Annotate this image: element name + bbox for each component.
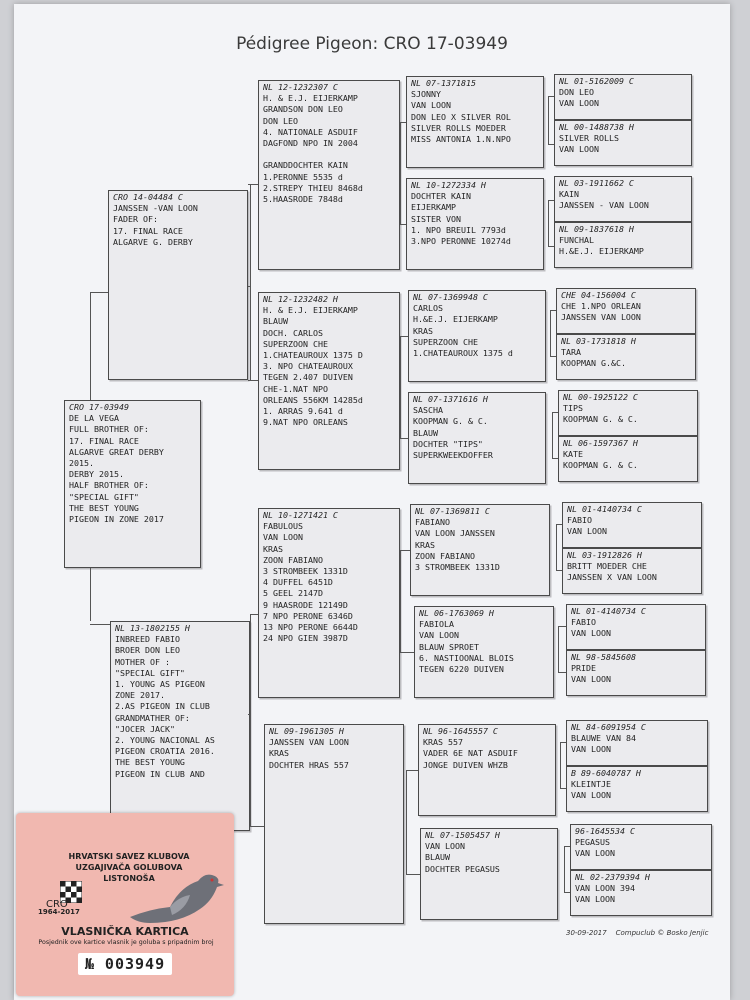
connector-line [564, 846, 570, 847]
connector-line [556, 524, 557, 570]
pedigree-line: HALF BROTHER OF: [69, 480, 149, 491]
ring-number: 96-1645534 C [575, 826, 635, 836]
card-organization: HRVATSKI SAVEZ KLUBOVA UZGAJIVAČA GOLUBOVA LISTONOŠA [68, 852, 190, 883]
pedigree-line: KRAS 557 [423, 737, 463, 748]
pedigree-line: SASCHA [413, 405, 443, 416]
connector-line [558, 672, 566, 673]
connector-line [248, 714, 250, 715]
pedigree-line: VAN LOON [559, 98, 599, 109]
connector-line [400, 122, 401, 224]
pedigree-line: 17. FINAL RACE [69, 435, 139, 446]
pedigree-line: 3.NPO PERONNE 10274d [411, 236, 511, 247]
ring-number: CHE 04-156004 C [561, 290, 636, 300]
pedigree-line: ALGARVE G. DERBY [113, 236, 193, 247]
pedigree-line: MISS ANTONIA 1.N.NPO [411, 134, 511, 145]
pedigree-line: DOCH. CARLOS [263, 327, 323, 338]
pedigree-line: TEGEN 6220 DUIVEN [419, 664, 504, 675]
pedigree-line: DOCHTER PEGASUS [425, 863, 500, 874]
pedigree-line: H.&E.J. EIJERKAMP [413, 314, 498, 325]
ring-number: NL 06-1763069 H [419, 608, 494, 618]
pedigree-line: SILVER ROLLS MOEDER [411, 122, 506, 133]
pedigree-line: VAN LOON [559, 144, 599, 155]
pedigree-line: 1.CHATEAUROUX 1375 d [413, 348, 513, 359]
pedigree-line: INBREED FABIO [115, 634, 180, 645]
connector-line [250, 614, 251, 826]
pedigree-line: JANSSEN X VAN LOON [567, 572, 657, 583]
connector-line [400, 224, 406, 225]
ring-number: NL 12-1232307 C [263, 82, 338, 92]
pedigree-line: VAN LOON [425, 841, 465, 852]
pedigree-line: VAN LOON [575, 894, 615, 905]
pedigree-line: DOCHTER KAIN [411, 191, 471, 202]
ownership-card [16, 813, 234, 996]
pedigree-line: VAN LOON [571, 744, 611, 755]
pedigree-box [570, 870, 712, 916]
ring-number: NL 13-1802155 H [115, 623, 190, 633]
pedigree-line: ZOON FABIANO [263, 554, 323, 565]
pedigree-line: BLAUW SPROET [419, 641, 479, 652]
ring-number: NL 00-1925122 C [563, 392, 638, 402]
pedigree-line: 6. NASTIOONAL BLOIS [419, 652, 514, 663]
connector-line [400, 336, 401, 438]
pedigree-line: ZOON FABIANO [415, 550, 475, 561]
pedigree-line: GRANDSON DON LEO [263, 104, 343, 115]
pedigree-line: DOCHTER HRAS 557 [269, 759, 349, 770]
connector-line [400, 438, 408, 439]
pedigree-box [258, 292, 400, 470]
ring-number: NL 84-6091954 C [571, 722, 646, 732]
pedigree-line: KLEINTJE [571, 779, 611, 790]
connector-line [548, 96, 554, 97]
pedigree-line: FABIANO [415, 517, 450, 528]
pedigree-line: H. & E.J. EIJERKAMP [263, 305, 358, 316]
pedigree-line: KOOPMAN G. & C. [563, 460, 638, 471]
pedigree-line: JANSSEN VAN LOON [269, 737, 349, 748]
pedigree-line: KOOPMAN G.&C. [561, 358, 626, 369]
pedigree-line: FABIO [567, 515, 592, 526]
pedigree-line: VAN LOON [571, 628, 611, 639]
ring-number: NL 96-1645557 C [423, 726, 498, 736]
connector-line [550, 356, 556, 357]
pedigree-box [410, 504, 550, 596]
pedigree-line: FABULOUS [263, 521, 303, 532]
pedigree-line: 1.PERONNE 5535 d [263, 171, 343, 182]
pedigree-line: 5 GEEL 2147D [263, 588, 323, 599]
ring-number: NL 09-1837618 H [559, 224, 634, 234]
ring-number: NL 07-1371616 H [413, 394, 488, 404]
connector-line [90, 292, 91, 400]
connector-line [560, 742, 561, 788]
pedigree-line: JANSSEN VAN LOON [561, 312, 641, 323]
pedigree-box [554, 222, 692, 268]
pedigree-box [570, 824, 712, 870]
pedigree-line: KOOPMAN G. & C. [563, 414, 638, 425]
connector-line [552, 412, 553, 458]
pedigree-line: SUPERZOON CHE [413, 336, 478, 347]
ring-number: CRO 17-03949 [69, 402, 129, 412]
pedigree-line: 4. NATIONALE ASDUIF [263, 126, 358, 137]
ring-number: NL 03-1731818 H [561, 336, 636, 346]
pedigree-line: 3 STROMBEEK 1331D [263, 566, 348, 577]
connector-line [556, 570, 562, 571]
connector-line [550, 310, 556, 311]
connector-line [564, 846, 565, 892]
pedigree-line: PIGEON CROATIA 2016. [115, 746, 215, 757]
pedigree-line: DAGFOND NPO IN 2004 [263, 138, 358, 149]
pedigree-line: H. & E.J. EIJERKAMP [263, 93, 358, 104]
connector-line [400, 652, 414, 653]
pedigree-line: BROER DON LEO [115, 645, 180, 656]
pedigree-box [558, 390, 698, 436]
connector-line [558, 626, 559, 672]
pedigree-line: DON LEO [559, 87, 594, 98]
pedigree-line: DERBY 2015. [69, 469, 124, 480]
connector-line [548, 96, 549, 144]
ring-number: NL 07-1371815 [411, 78, 476, 88]
pedigree-line: KRAS [413, 325, 433, 336]
pedigree-line: 1. ARRAS 9.641 d [263, 406, 343, 417]
pedigree-line: 1.CHATEAUROUX 1375 D [263, 350, 363, 361]
pedigree-line: JANSSEN - VAN LOON [559, 200, 649, 211]
connector-line [406, 874, 420, 875]
pedigree-box [406, 178, 544, 270]
pedigree-line: KRAS [269, 748, 289, 759]
pedigree-line: VADER 6E NAT ASDUIF [423, 748, 518, 759]
pedigree-line: SILVER ROLLS [559, 133, 619, 144]
pedigree-line: VAN LOON JANSSEN [415, 528, 495, 539]
pedigree-line: TEGEN 2.407 DUIVEN [263, 372, 353, 383]
pedigree-line: DON LEO [263, 115, 298, 126]
pedigree-line: GRANDMATHER OF: [115, 712, 190, 723]
pedigree-line: KRAS [263, 543, 283, 554]
pedigree-line: CHE-1.NAT NPO [263, 383, 328, 394]
connector-line [90, 624, 110, 625]
connector-line [548, 144, 554, 145]
pedigree-box [554, 74, 692, 120]
pedigree-line: CARLOS [413, 303, 443, 314]
card-country: CRO [46, 899, 68, 910]
pedigree-line: "SPECIAL GIFT" [115, 667, 185, 678]
pedigree-box [258, 508, 400, 698]
footer-credit: 30-09-2017 Compuclub © Bosko Jenjic [566, 929, 709, 937]
pedigree-box [420, 828, 558, 920]
connector-line [248, 286, 250, 287]
pedigree-box [418, 724, 556, 816]
pedigree-box [566, 650, 706, 696]
pedigree-line: KAIN [559, 189, 579, 200]
connector-line [560, 742, 566, 743]
pedigree-line: DE LA VEGA [69, 413, 119, 424]
pedigree-box [554, 120, 692, 166]
pedigree-line: VAN LOON [571, 674, 611, 685]
ring-number: NL 03-1912826 H [567, 550, 642, 560]
card-years: 1964-2017 [38, 908, 80, 916]
pedigree-line: THE BEST YOUNG [115, 757, 185, 768]
pedigree-line: EIJERKAMP [411, 202, 456, 213]
connector-line [248, 184, 258, 185]
pedigree-line: BLAUWE VAN 84 [571, 733, 636, 744]
pedigree-box [408, 392, 546, 484]
ring-number: NL 07-1505457 H [425, 830, 500, 840]
pedigree-line: 4 DUFFEL 6451D [263, 577, 333, 588]
pedigree-line: PIGEON IN CLUB AND [115, 768, 205, 779]
pedigree-line [263, 149, 395, 160]
ring-number: NL 10-1272334 H [411, 180, 486, 190]
pedigree-box [264, 724, 404, 924]
pedigree-line: KRAS [415, 539, 435, 550]
pedigree-line: PEGASUS [575, 837, 610, 848]
pedigree-line: PRIDE [571, 663, 596, 674]
pedigree-line: TARA [561, 347, 581, 358]
pedigree-line: VAN LOON [411, 100, 451, 111]
pedigree-line: ZONE 2017. [115, 690, 165, 701]
connector-line [400, 122, 406, 123]
ring-number: NL 09-1961305 H [269, 726, 344, 736]
connector-line [406, 770, 407, 874]
ring-number: NL 02-2379394 H [575, 872, 650, 882]
connector-line [556, 524, 562, 525]
connector-line [548, 200, 549, 246]
pedigree-line: SISTER VON [411, 213, 461, 224]
connector-line [552, 458, 558, 459]
pedigree-line: FULL BROTHER OF: [69, 424, 149, 435]
pedigree-line: 17. FINAL RACE [113, 225, 183, 236]
pedigree-box [258, 80, 400, 270]
pedigree-box [566, 766, 708, 812]
pedigree-line: VAN LOON [263, 532, 303, 543]
connector-line [558, 626, 566, 627]
pedigree-line: 9 HAASRODE 12149D [263, 599, 348, 610]
pedigree-line: TIPS [563, 403, 583, 414]
ring-number: B 89-6040787 H [571, 768, 641, 778]
pedigree-box [108, 190, 248, 380]
ring-number: NL 00-1488738 H [559, 122, 634, 132]
connector-line [550, 310, 551, 356]
pedigree-line: VAN LOON 394 [575, 883, 635, 894]
pedigree-line: 2. YOUNG NACIONAL AS [115, 735, 215, 746]
connector-line [552, 412, 558, 413]
ring-number: NL 07-1369948 C [413, 292, 488, 302]
pedigree-line: "JOCER JACK" [115, 723, 175, 734]
card-title: VLASNIČKA KARTICA [61, 925, 189, 938]
connector-line [548, 200, 554, 201]
connector-line [564, 892, 570, 893]
pedigree-box [562, 548, 702, 594]
pedigree-line: KATE [563, 449, 583, 460]
pedigree-box [556, 334, 696, 380]
pedigree-line: FABIOLA [419, 619, 454, 630]
pedigree-line: 2015. [69, 458, 94, 469]
pedigree-line: 3. NPO CHATEAUROUX [263, 361, 353, 372]
ring-number: NL 98-5845608 [571, 652, 636, 662]
connector-line [406, 770, 418, 771]
pedigree-box [406, 76, 544, 168]
connector-line [90, 292, 108, 293]
pedigree-line: SUPERZOON CHE [263, 338, 328, 349]
pedigree-box [566, 720, 708, 766]
connector-line [250, 184, 251, 380]
pedigree-line: KOOPMAN G. & C. [413, 416, 488, 427]
connector-line [90, 568, 91, 621]
pedigree-line: BLAUW [263, 316, 288, 327]
pedigree-line: VAN LOON [419, 630, 459, 641]
connector-line [400, 550, 401, 652]
pedigree-line: 1. NPO BREUIL 7793d [411, 224, 506, 235]
ring-number: NL 06-1597367 H [563, 438, 638, 448]
pedigree-line: FADER OF: [113, 214, 158, 225]
ring-number: NL 01-4140734 C [567, 504, 642, 514]
pedigree-line: SUPERKWEEKDOFFER [413, 450, 493, 461]
page-title: Pédigree Pigeon: CRO 17-03949 [236, 34, 508, 54]
pedigree-box [558, 436, 698, 482]
connector-line [400, 172, 401, 173]
pedigree-line: SJONNY [411, 89, 441, 100]
pedigree-line: THE BEST YOUNG [69, 502, 139, 513]
pedigree-line: 5.HAASRODE 7848d [263, 194, 343, 205]
pedigree-line: VAN LOON [571, 790, 611, 801]
pedigree-line: BLAUW [425, 852, 450, 863]
connector-line [400, 550, 410, 551]
pedigree-line: VAN LOON [567, 526, 607, 537]
pedigree-line: 24 NPO GIEN 3987D [263, 633, 348, 644]
pedigree-box [562, 502, 702, 548]
ring-number: CRO 14-04484 C [113, 192, 183, 202]
pigeon-icon [120, 867, 228, 927]
pedigree-line: "SPECIAL GIFT" [69, 491, 139, 502]
pedigree-line: FABIO [571, 617, 596, 628]
connector-line [250, 826, 264, 827]
pedigree-line: ALGARVE GREAT DERBY [69, 446, 164, 457]
pedigree-line: MOTHER OF : [115, 656, 170, 667]
pedigree-line: 13 NPO PERONE 6644D [263, 622, 358, 633]
connector-line [560, 788, 566, 789]
pedigree-box [556, 288, 696, 334]
pedigree-box [110, 621, 250, 831]
ring-number: NL 01-5162009 C [559, 76, 634, 86]
pedigree-box [64, 400, 201, 568]
pedigree-line: VAN LOON [575, 848, 615, 859]
connector-line [548, 246, 554, 247]
pedigree-line: JONGE DUIVEN WHZB [423, 759, 508, 770]
ring-number: NL 12-1232482 H [263, 294, 338, 304]
pedigree-box [554, 176, 692, 222]
pedigree-line: 3 STROMBEEK 1331D [415, 562, 500, 573]
connector-line [248, 380, 258, 381]
pedigree-line: GRANDDOCHTER KAIN [263, 160, 348, 171]
card-description: Posjednik ove kartice vlasnik je goluba s pripadnim broj [38, 939, 214, 946]
pedigree-line: FUNCHAL [559, 235, 594, 246]
ring-number: NL 01-4140734 C [571, 606, 646, 616]
ring-number: NL 07-1369811 C [415, 506, 490, 516]
pedigree-line: CHE 1.NPO ORLEAN [561, 301, 641, 312]
pedigree-line: BRITT MOEDER CHE [567, 561, 647, 572]
pedigree-box [408, 290, 546, 382]
pedigree-line: 9.NAT NPO ORLEANS [263, 417, 348, 428]
ring-number: NL 03-1911662 C [559, 178, 634, 188]
pedigree-line: 7 NPO PERONE 6346D [263, 610, 353, 621]
pedigree-line: ORLEANS 556KM 14285d [263, 394, 363, 405]
pedigree-line: 1. YOUNG AS PIGEON [115, 679, 205, 690]
card-number: № 003949 [78, 953, 172, 975]
pedigree-line: 2.AS PIGEON IN CLUB [115, 701, 210, 712]
pedigree-line: 2.STREPY THIEU 8468d [263, 182, 363, 193]
pedigree-line: JANSSEN -VAN LOON [113, 203, 198, 214]
pedigree-line: DOCHTER "TIPS" [413, 438, 483, 449]
connector-line [250, 614, 258, 615]
connector-line [400, 336, 408, 337]
pedigree-line: PIGEON IN ZONE 2017 [69, 514, 164, 525]
pedigree-line: BLAUW [413, 427, 438, 438]
pedigree-line: DON LEO X SILVER ROL [411, 111, 511, 122]
pedigree-line: H.&E.J. EIJERKAMP [559, 246, 644, 257]
pedigree-box [566, 604, 706, 650]
pedigree-box [414, 606, 554, 698]
ring-number: NL 10-1271421 C [263, 510, 338, 520]
